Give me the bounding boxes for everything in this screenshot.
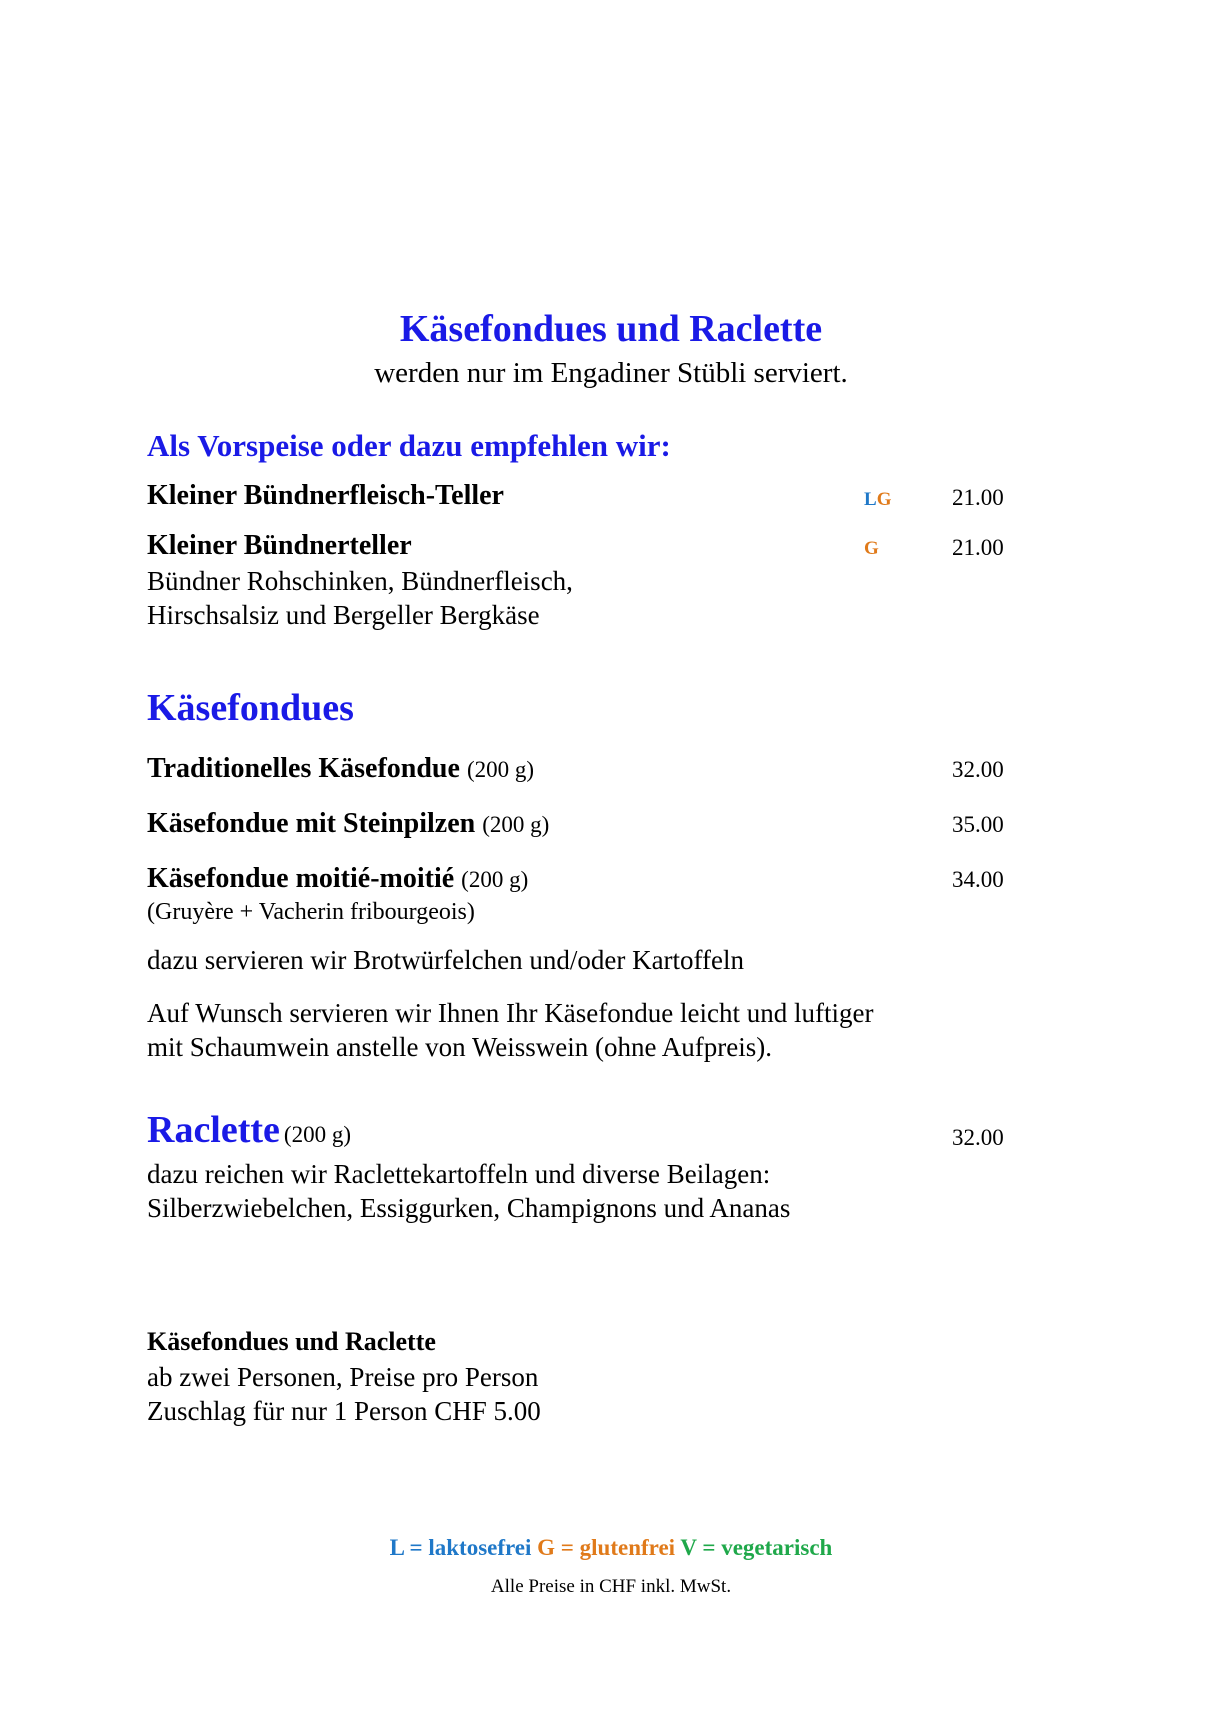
menu-item-name: Kleiner Bündnerfleisch-Teller [147,480,504,511]
menu-item-title: Käsefondue mit Steinpilzen [147,808,476,839]
menu-item-description: Hirschsalsiz und Bergeller Bergkäse [147,600,540,630]
raclette-description: Silberzwiebelchen, Essiggurken, Champignons und Ananas [147,1193,791,1223]
raclette-heading: Raclette [147,1109,280,1151]
menu-item-weight: (200 g) [482,812,550,837]
legend-gluten-free: G = glutenfrei [537,1535,676,1560]
diet-legend [0,1535,1222,1561]
menu-item-name [147,753,534,785]
menu-item-name [147,808,549,840]
menu-item-weight: (200 g) [283,1122,351,1147]
menu-title: Käsefondues und Raclette [399,308,823,350]
menu-item-weight: (200 g) [466,757,535,782]
fondue-note: dazu servieren wir Brotwürfelchen und/oder Kartoffeln [147,945,745,975]
menu-item-price: 21.00 [952,485,1004,510]
menu-item-description: Bündner Rohschinken, Bündnerfleisch, [147,566,573,596]
price-footnote: Alle Preise in CHF inkl. MwSt. [490,1576,732,1597]
starters-heading: Als Vorspeise oder dazu empfehlen wir: [147,428,671,463]
lactose-free-tag: L [864,489,877,510]
diet-tags [864,538,879,560]
menu-item-price: 32.00 [952,1125,1004,1150]
raclette-description: dazu reichen wir Raclettekartoffeln und diverse Beilagen: [147,1159,771,1189]
menu-subtitle: werden nur im Engadiner Stübli serviert. [374,357,848,389]
menu-item-name [147,863,528,895]
info-line: Zuschlag für nur 1 Person CHF 5.00 [147,1396,541,1426]
info-heading: Käsefondues und Raclette [147,1327,436,1356]
gluten-free-tag: G [876,489,892,510]
legend-vegetarian: V = vegetarisch [680,1535,833,1560]
menu-item-description: (Gruyère + Vacherin fribourgeois) [147,899,475,925]
diet-tags [864,489,891,511]
menu-item-title: Käsefondue moitié-moitié [147,863,455,894]
info-line: ab zwei Personen, Preise pro Person [147,1362,539,1392]
legend-lactose-free: L = laktosefrei [389,1535,532,1560]
menu-item-weight: (200 g) [461,867,529,892]
fondue-note: mit Schaumwein anstelle von Weisswein (ohne Aufpreis). [147,1032,772,1062]
menu-item-price: 21.00 [952,535,1004,560]
gluten-free-tag: G [864,538,879,559]
menu-item-title: Traditionelles Käsefondue [147,753,460,784]
menu-item-price: 34.00 [952,867,1004,892]
fondue-note: Auf Wunsch servieren wir Ihnen Ihr Käsefondue leicht und luftiger [147,998,874,1028]
menu-item-price: 35.00 [952,812,1004,837]
menu-item-price: 32.00 [952,757,1004,782]
raclette-heading-row [147,1108,351,1152]
menu-item-name: Kleiner Bündnerteller [147,530,412,561]
fondues-heading: Käsefondues [147,687,354,729]
